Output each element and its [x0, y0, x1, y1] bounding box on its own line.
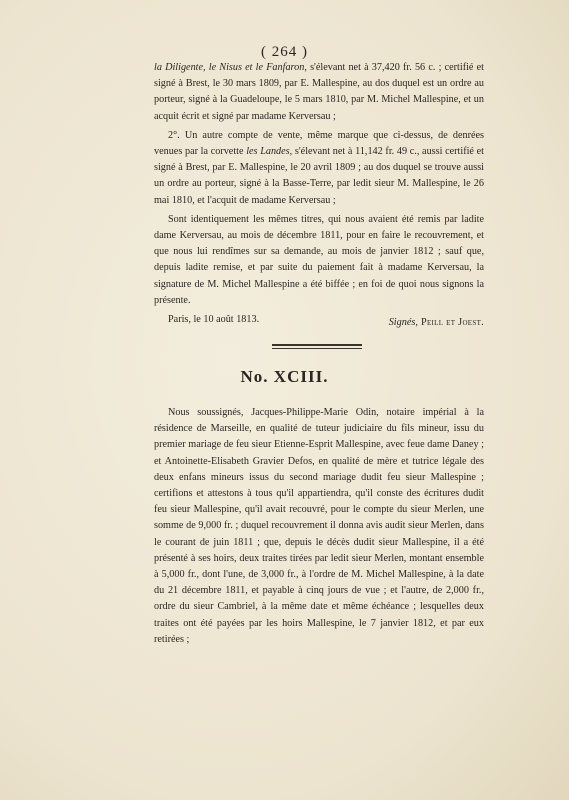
- paragraph-1-text: , s'élevant net à 37,420 fr. 56 c. ; certifié et signé à Brest, le 30 mars 1809, par E. Mallespine, au dos duquel est un ordre au porteur, signé à la Guadeloupe, le 5 mars 1810, par M. Michel Mallespine, et un acquit écrit et signé par madame Kerversau ;: [154, 62, 484, 122]
- page-number: ( 264 ): [261, 44, 308, 60]
- paragraph-2-text-a: 2°. Un autre compte de vente, même marque que ci-dessus, de denrées venues par la corvette: [154, 129, 484, 158]
- section-divider: [272, 344, 362, 346]
- paragraph-3: Sont identiquement les mêmes titres, qui nous avaient été remis par ladite dame Kerversau, au mois de décembre 1811, pour en faire le recouvrement, et que nous lui rendîmes sur sa demande, au mois de janvier 1812 ; sauf que, depuis ladite remise, et par suite du paiement fait à madame Kerversau, la signature de M. Michel Mallespine a été biffée ; en foi de quoi nous signons la présente.: [154, 213, 484, 306]
- ship-names: la Diligente, le Nisus et le Fanfaron: [154, 62, 305, 73]
- signature-line: [154, 317, 484, 328]
- section-paragraph: Nous soussignés, Jacques-Philippe-Marie Odin, notaire impérial à la résidence de Marseille, en qualité de tuteur judiciaire du fils mineur, issu du premier mariage de feu sieur Etienne-Esprit Mallespine, avec feue dame Daney ; et Antoinette-Elisabeth Gravier Defos, en qualité de mère et tutrice légale des deux enfans mineurs issus du second mariage dudit feu sieur Mallespine ; certifions et attestons à tous qu'il appartiendra, qu'il conste des écritures dudit feu sieur Mallespine, qu'il avait recouvré, pour le compte du sieur Merlen, une somme de 9,000 fr. ; duquel recouvrement il donna avis audit sieur Merlen, dans le courant de juin 1811 ; que, depuis le décès dudit sieur Mallespine, il a été présenté à ses hoirs, deux traites tirées par ledit sieur Merlen, montant ensemble à 5,000 fr., dont l'une, de 3,000 fr., à l'ordre de M. Michel Mallespine, à la date du 21 décembre 1811, et payable à cinq jours de vue ; et l'autre, de 2,000 fr., ordre du sieur Cambriel, à la même date et même échéance ; lesquelles deux traites ont été payées par les hoirs Mallespine, le 7 janvier 1812, et par eux retirées ;: [154, 407, 484, 645]
- paragraph-2-text-b: , s'élevant net à 11,142 fr. 49 c., aussi certifié et signé à Brest, par E. Mallespine, le 20 avril 1809 ; au dos duquel se trouve aussi un ordre au porteur, signé à la Basse-Terre, par ledit sieur M. Mallespine, le 26 mai 1810, et l'acquit de madame Kerversau ;: [154, 146, 484, 206]
- section-text-block: [154, 405, 484, 648]
- continuation-text-block: [154, 60, 484, 328]
- paragraph-1: [154, 60, 484, 125]
- signatories: , Peill et Joest.: [415, 317, 484, 328]
- section-heading: No. XCIII.: [240, 367, 329, 386]
- section-divider-thin: [272, 348, 362, 349]
- paragraph-2: [154, 128, 484, 209]
- corvette-name: les Landes: [246, 146, 290, 158]
- place-date: Paris, le 10 août 1813.: [168, 314, 260, 326]
- signed-label: Signés: [388, 317, 416, 328]
